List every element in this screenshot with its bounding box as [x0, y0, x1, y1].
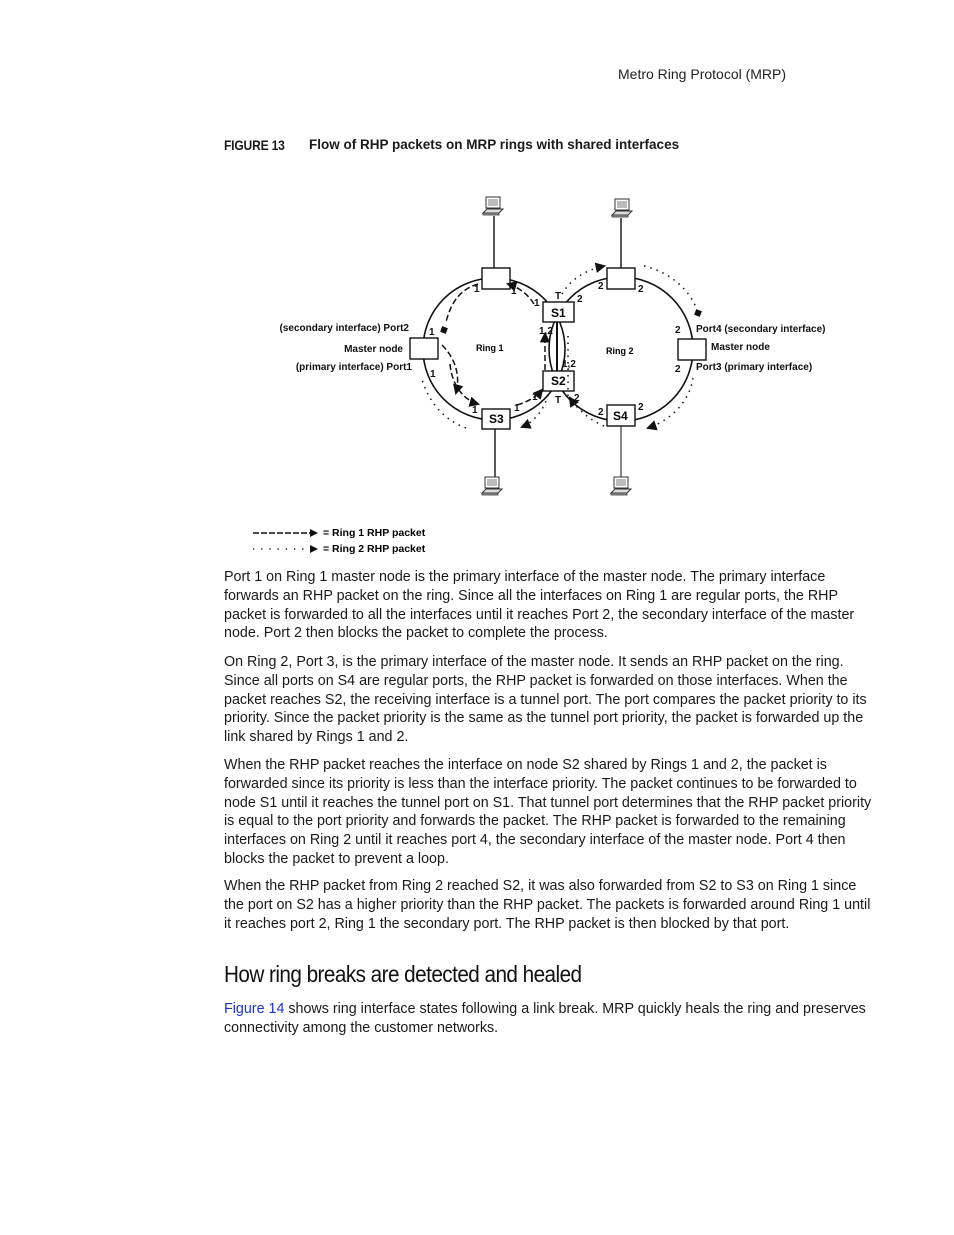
- figure-14-link[interactable]: Figure 14: [224, 1001, 285, 1017]
- label-left-port2: (secondary interface) Port2: [279, 323, 409, 334]
- ring-2-label: Ring 2: [606, 346, 634, 356]
- blocked-port-marker: [440, 326, 448, 334]
- tunnel-port-marker: T: [555, 395, 562, 406]
- node-s4-label: S4: [613, 409, 628, 423]
- master-node-ring1: [410, 338, 438, 359]
- port-number: 1: [534, 298, 540, 309]
- port-number: 1: [474, 284, 480, 295]
- node-s3-label: S3: [489, 412, 504, 426]
- port-number: 1: [429, 327, 435, 338]
- section-heading: How ring breaks are detected and healed: [224, 961, 582, 987]
- section-intro: [224, 1000, 874, 1038]
- legend-ring2-label: = Ring 2 RHP packet: [323, 543, 426, 555]
- port-number: 1: [472, 405, 478, 416]
- port-number: 2: [598, 407, 604, 418]
- label-right-port3: Port3 (primary interface): [696, 362, 813, 373]
- ring-1-label: Ring 1: [476, 343, 504, 353]
- ring2-flow-arrow: [648, 378, 693, 428]
- figure-number: FIGURE 13: [224, 137, 285, 153]
- port-number: 2: [638, 402, 644, 413]
- mrp-ring-diagram: [0, 0, 954, 570]
- paragraph: When the RHP packet from Ring 2 reached S2, it was also forwarded from S2 to S3 on Ring 1 since the port on S2 has a higher priority than the RHP packet. The packets is forwarded around Ring 1 until it reaches port 2, Ring 1 the secondary port. The RHP packet is then blocked by that port.: [224, 878, 871, 932]
- node-s1-label: S1: [551, 306, 566, 320]
- label-right-master: Master node: [711, 342, 770, 353]
- host-computer-icon: [483, 197, 503, 215]
- legend-ring2-arrowhead: [310, 545, 318, 553]
- paragraph: Port 1 on Ring 1 master node is the primary interface of the master node. The primary interface forwards an RHP packet on the ring. Since all the interfaces on Ring 1 are regular ports, the RHP packet is forwarded to all the interfaces until it reaches Port 2, the secondary interface of the master node. Port 2 then blocks the packet to complete the process.: [224, 569, 855, 642]
- port-number: 2: [598, 281, 604, 292]
- port-number: 2: [675, 325, 681, 336]
- ring1-flow-arrow: [450, 364, 478, 404]
- blocked-port-marker: [694, 309, 702, 317]
- port-number: 1: [430, 369, 436, 380]
- ring1-flow-arrow: [442, 345, 458, 393]
- port-number: 2: [574, 393, 580, 404]
- port-number: 1,2: [562, 359, 576, 370]
- paragraph: On Ring 2, Port 3, is the primary interface of the master node. It sends an RHP packet on the ring. Since all ports on S4 are regular ports, the RHP packet is forwarded on those interfaces. When the packet reaches S2, the receiving interface is a tunnel port. The port compares the packet priority to its priority. Since the packet priority is the same as the tunnel port priority, the packet is forwarded up the link shared by Rings 1 and 2.: [224, 654, 867, 746]
- figure-title: Flow of RHP packets on MRP rings with shared interfaces: [309, 137, 680, 152]
- ring2-flow-arrow: [644, 266, 697, 310]
- node-s2-label: S2: [551, 374, 566, 388]
- port-number: 1,2: [539, 326, 553, 337]
- master-node-ring2: [678, 339, 706, 360]
- port-number: 2: [675, 364, 681, 375]
- paragraph: When the RHP packet reaches the interface on node S2 shared by Rings 1 and 2, the packet is forwarded since its priority is less than the interface priority. The packet continues to be forwarded to node S1 until it reaches the tunnel port on S1. That tunnel port determines that the RHP packet priority is equal to the port priority and forwards the packet. The RHP packet is forwarded to the remaining interfaces on Ring 2 until it reaches port 4, the secondary interface of the master node. Port 4 then blocks the packet to prevent a loop.: [224, 757, 872, 867]
- host-computer-icon: [482, 477, 502, 495]
- ring1-flow-arrow: [517, 390, 542, 405]
- node-top-right: [607, 268, 635, 289]
- ring2-flow-arrow: [421, 376, 466, 428]
- label-left-master: Master node: [344, 344, 403, 355]
- port-number: 1: [514, 403, 520, 414]
- port-number: 1: [511, 286, 517, 297]
- port-number: 1: [532, 392, 538, 403]
- label-right-port4: Port4 (secondary interface): [696, 324, 826, 335]
- port-number: 2: [577, 294, 583, 305]
- running-header: Metro Ring Protocol (MRP): [618, 66, 787, 82]
- host-computer-icon: [611, 477, 631, 495]
- host-computer-icon: [612, 199, 632, 217]
- node-top-left: [482, 268, 510, 289]
- label-left-port1: (primary interface) Port1: [295, 362, 412, 373]
- legend-ring1-label: = Ring 1 RHP packet: [323, 527, 426, 539]
- legend-ring1-arrowhead: [310, 529, 318, 537]
- port-number: 2: [638, 284, 644, 295]
- tunnel-port-marker: T: [555, 291, 562, 302]
- section-intro-text: shows ring interface states following a link break. MRP quickly heals the ring and preserves connectivity among the customer networks.: [224, 1001, 866, 1036]
